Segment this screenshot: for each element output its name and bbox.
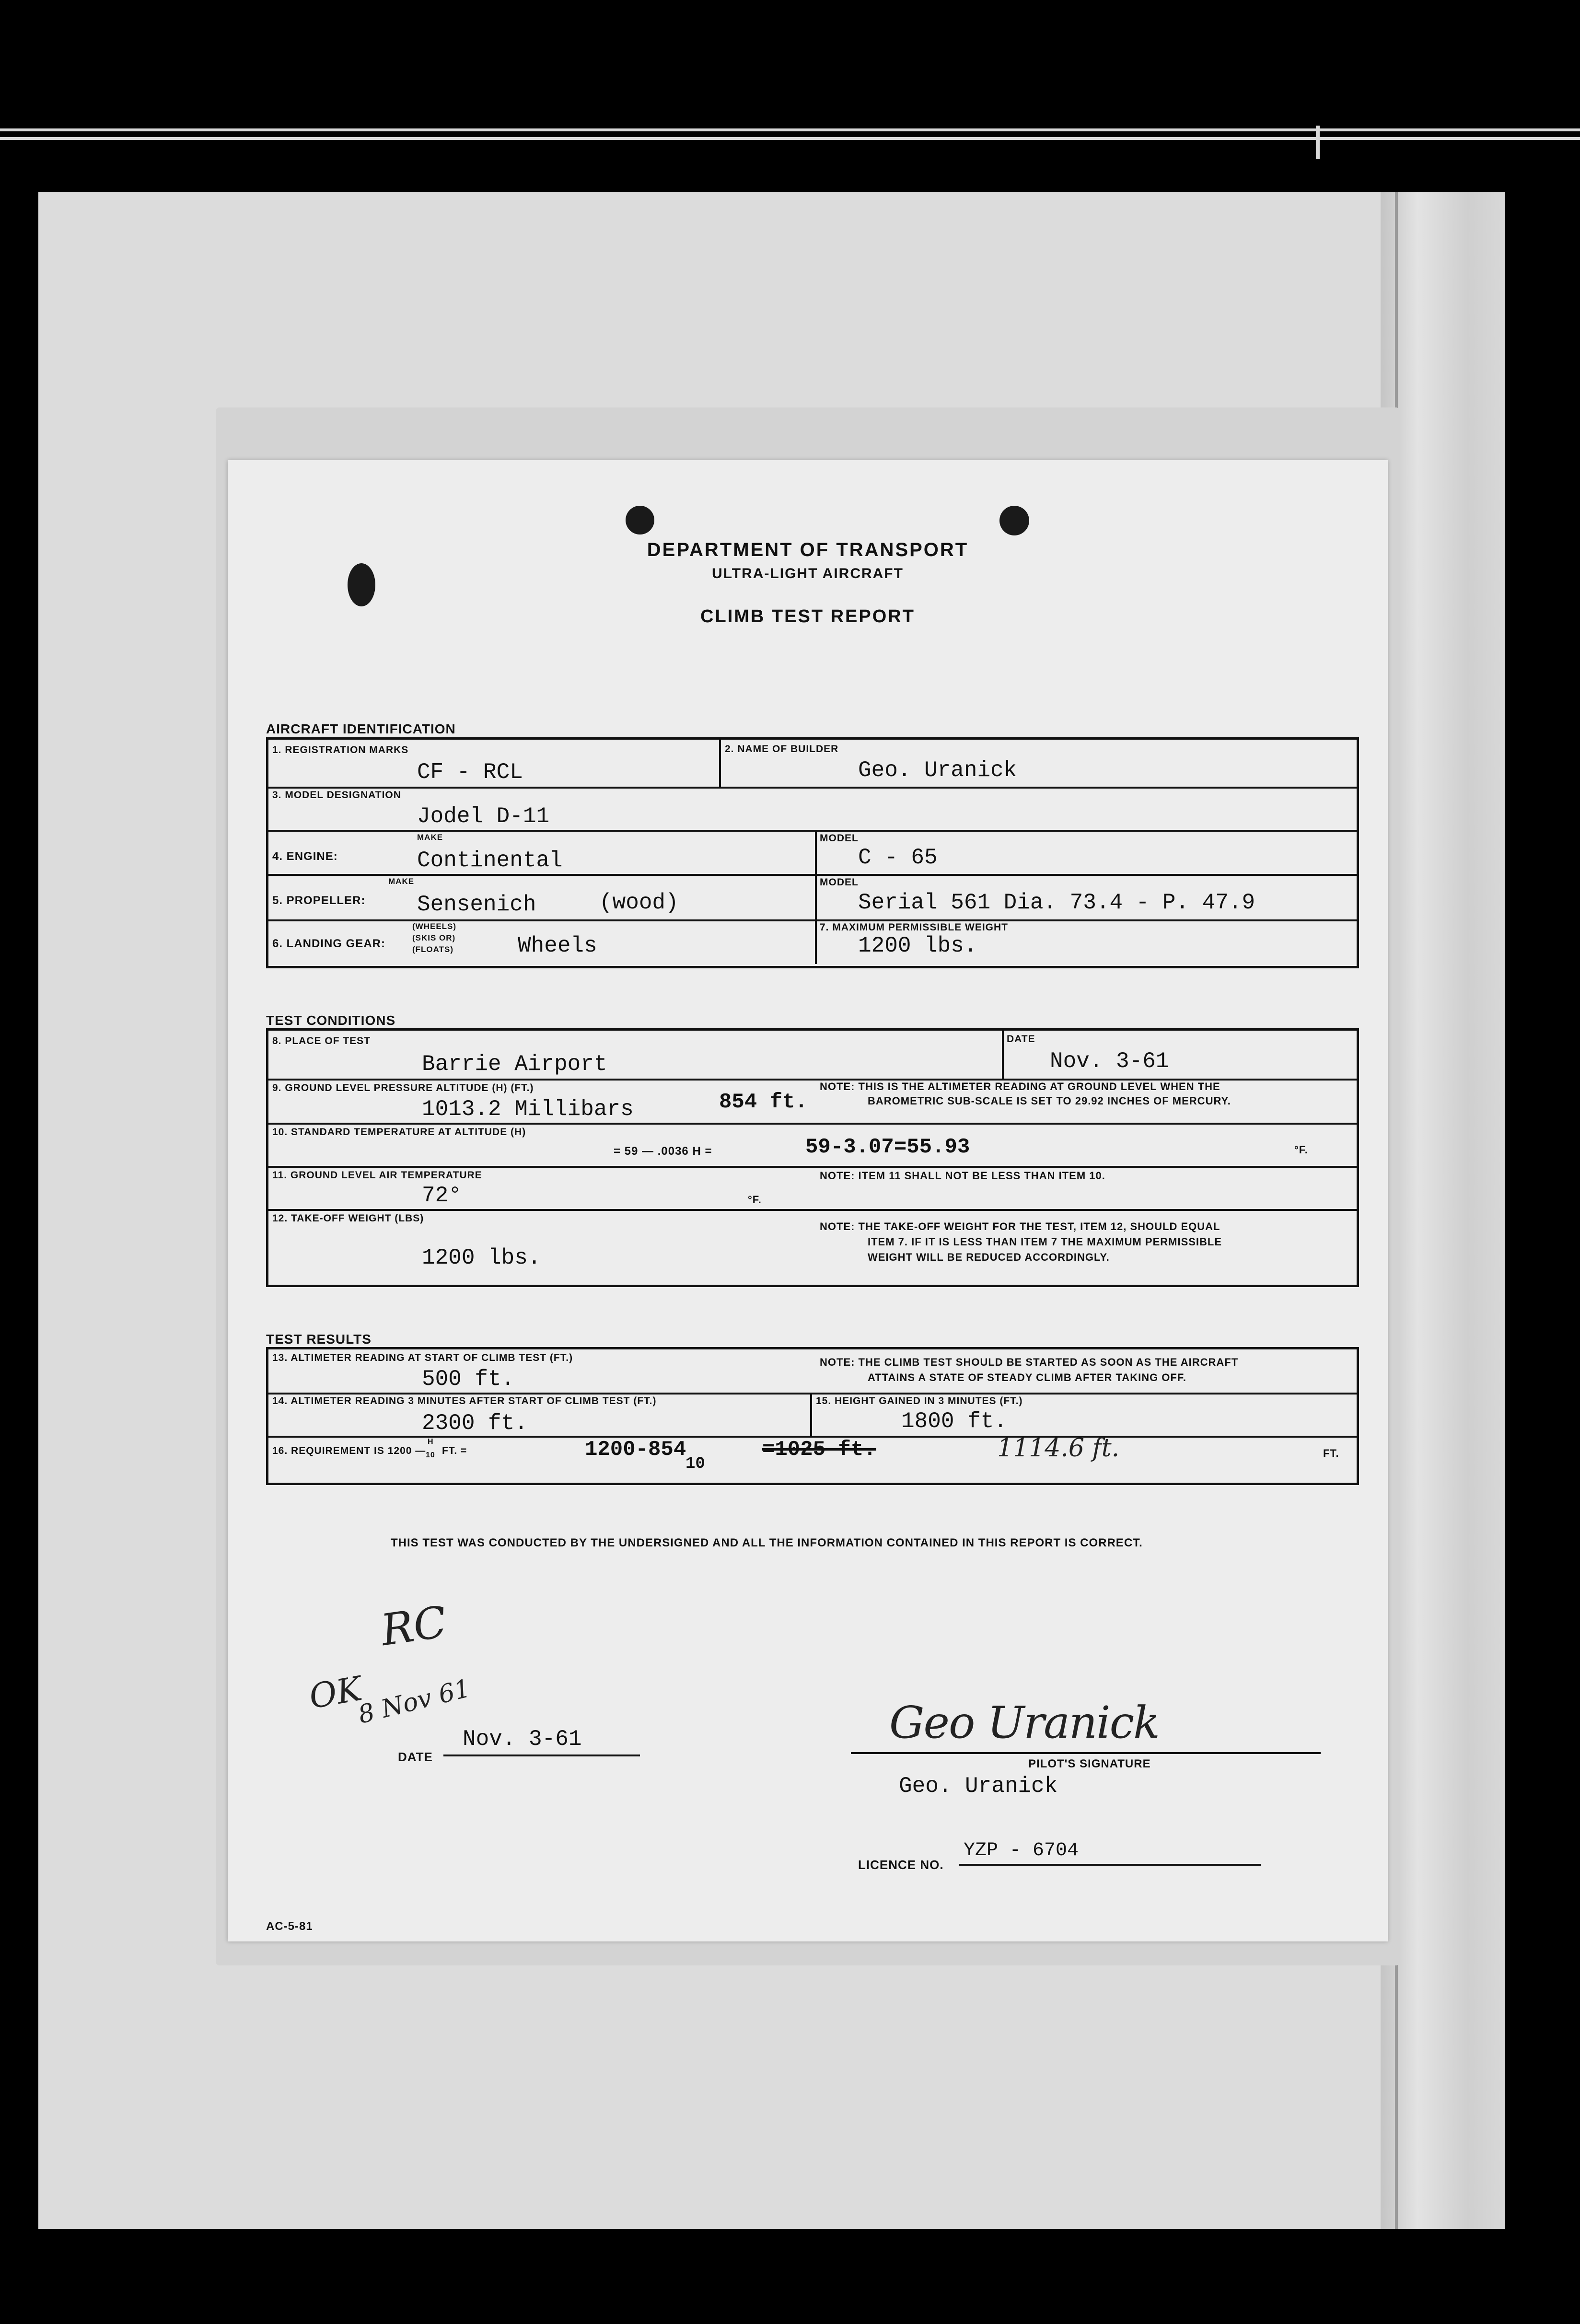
punch-hole bbox=[999, 506, 1029, 535]
signature-line bbox=[851, 1752, 1321, 1754]
label-builder: 2. NAME OF BUILDER bbox=[725, 744, 839, 755]
note-takeoff-weight-2: ITEM 7. IF IT IS LESS THAN ITEM 7 THE MAXIMUM PERMISSIBLE bbox=[868, 1236, 1222, 1248]
value-builder: Geo. Uranick bbox=[858, 758, 1017, 783]
value-pressure-altitude: 1013.2 Millibars bbox=[422, 1097, 634, 1122]
licence-underline bbox=[959, 1864, 1261, 1866]
note-takeoff-weight-1: NOTE: THE TAKE-OFF WEIGHT FOR THE TEST, ITEM 12, SHOULD EQUAL bbox=[820, 1220, 1220, 1232]
label-air-temperature: 11. GROUND LEVEL AIR TEMPERATURE bbox=[272, 1170, 482, 1181]
label-height-gained: 15. HEIGHT GAINED IN 3 MINUTES (FT.) bbox=[816, 1395, 1023, 1406]
option-skis: (SKIS OR) bbox=[412, 933, 456, 942]
label-pressure-altitude: 9. GROUND LEVEL PRESSURE ALTITUDE (H) (FT.) bbox=[272, 1082, 534, 1093]
label-licence: LICENCE NO. bbox=[858, 1858, 944, 1872]
value-altimeter-start: 500 ft. bbox=[422, 1367, 515, 1392]
label-place-of-test: 8. PLACE OF TEST bbox=[272, 1035, 371, 1046]
section-heading-results: TEST RESULTS bbox=[266, 1332, 372, 1347]
label-engine-model: MODEL bbox=[820, 833, 859, 844]
value-engine-model: C - 65 bbox=[858, 845, 938, 870]
test-results-box bbox=[266, 1347, 1359, 1485]
unit-requirement: FT. bbox=[1323, 1447, 1339, 1459]
value-requirement-divisor: 10 bbox=[685, 1455, 705, 1473]
value-model-designation: Jodel D-11 bbox=[417, 804, 550, 829]
note-takeoff-weight-3: WEIGHT WILL BE REDUCED ACCORDINGLY. bbox=[868, 1251, 1110, 1263]
value-licence: YZP - 6704 bbox=[964, 1840, 1079, 1861]
label-propeller-model: MODEL bbox=[820, 877, 859, 888]
department-title: DEPARTMENT OF TRANSPORT bbox=[647, 539, 969, 560]
value-landing-gear: Wheels bbox=[518, 933, 597, 958]
value-requirement-struck: =1025 ft. bbox=[762, 1438, 876, 1462]
value-standard-temperature: 59-3.07=55.93 bbox=[805, 1135, 970, 1159]
aircraft-identification-box bbox=[266, 737, 1359, 968]
film-border-top-inner bbox=[0, 137, 1580, 140]
label-standard-temperature: 10. STANDARD TEMPERATURE AT ALTITUDE (H) bbox=[272, 1127, 526, 1138]
approval-ok: OK bbox=[306, 1669, 365, 1717]
label-pilot-signature: PILOT'S SIGNATURE bbox=[1028, 1757, 1151, 1770]
value-air-temperature: 72° bbox=[422, 1183, 462, 1208]
form-code: AC-5-81 bbox=[266, 1920, 313, 1933]
note-climb-start-2: ATTAINS A STATE OF STEADY CLIMB AFTER TAKING OFF. bbox=[868, 1371, 1186, 1383]
label-max-weight: 7. MAXIMUM PERMISSIBLE WEIGHT bbox=[820, 922, 1009, 933]
test-conditions-box bbox=[266, 1028, 1359, 1287]
label-test-date: DATE bbox=[1007, 1034, 1035, 1045]
value-requirement-calc: 1200-854 bbox=[585, 1438, 686, 1462]
label-requirement: 16. REQUIREMENT IS 1200 — bbox=[272, 1445, 426, 1456]
value-registration: CF - RCL bbox=[417, 760, 523, 785]
value-height-gained: 1800 ft. bbox=[901, 1409, 1007, 1434]
option-wheels: (WHEELS) bbox=[412, 922, 457, 931]
punch-hole bbox=[626, 506, 654, 535]
value-place-of-test: Barrie Airport bbox=[422, 1052, 607, 1077]
value-propeller-material: (wood) bbox=[599, 890, 679, 915]
approval-initials: RC bbox=[378, 1597, 450, 1656]
label-requirement-end: FT. = bbox=[442, 1445, 467, 1456]
value-date: Nov. 3-61 bbox=[463, 1727, 582, 1752]
date-underline bbox=[443, 1755, 640, 1756]
formula-standard-temperature: = 59 — .0036 H = bbox=[614, 1145, 712, 1158]
label-engine-make: MAKE bbox=[417, 833, 443, 842]
label-registration: 1. REGISTRATION MARKS bbox=[272, 744, 409, 755]
requirement-fraction-numerator: H bbox=[428, 1438, 434, 1446]
label-altimeter-3min: 14. ALTIMETER READING 3 MINUTES AFTER START OF CLIMB TEST (FT.) bbox=[272, 1395, 657, 1406]
value-propeller-make: Sensenich bbox=[417, 892, 536, 917]
pilot-signature: Geo Uranick bbox=[889, 1697, 1159, 1748]
label-date: DATE bbox=[398, 1750, 433, 1764]
value-takeoff-weight: 1200 lbs. bbox=[422, 1245, 541, 1270]
label-takeoff-weight: 12. TAKE-OFF WEIGHT (LBS) bbox=[272, 1213, 424, 1224]
section-heading-aircraft: AIRCRAFT IDENTIFICATION bbox=[266, 721, 456, 736]
label-propeller-make: MAKE bbox=[388, 877, 415, 886]
label-model-designation: 3. MODEL DESIGNATION bbox=[272, 790, 401, 801]
label-altimeter-start: 13. ALTIMETER READING AT START OF CLIMB TEST (FT.) bbox=[272, 1352, 573, 1363]
value-max-weight: 1200 lbs. bbox=[858, 933, 977, 958]
unit-air-temperature: °F. bbox=[748, 1194, 762, 1206]
note-air-temperature: NOTE: ITEM 11 SHALL NOT BE LESS THAN ITEM 10. bbox=[820, 1170, 1105, 1182]
value-propeller-model: Serial 561 Dia. 73.4 - P. 47.9 bbox=[858, 890, 1255, 915]
label-propeller: 5. PROPELLER: bbox=[272, 894, 366, 907]
value-pilot-name: Geo. Uranick bbox=[899, 1774, 1058, 1799]
requirement-fraction-denominator: 10 bbox=[426, 1451, 435, 1459]
certification-statement: THIS TEST WAS CONDUCTED BY THE UNDERSIGNED AND ALL THE INFORMATION CONTAINED IN THIS REPORT IS CORRECT. bbox=[391, 1536, 1143, 1549]
note-climb-start-1: NOTE: THE CLIMB TEST SHOULD BE STARTED AS SOON AS THE AIRCRAFT bbox=[820, 1356, 1239, 1368]
value-requirement-correction: 1114.6 ft. bbox=[997, 1434, 1120, 1463]
value-test-date: Nov. 3-61 bbox=[1050, 1049, 1169, 1074]
option-floats: (FLOATS) bbox=[412, 945, 454, 954]
approval-date: 8 Nov 61 bbox=[355, 1674, 474, 1730]
value-engine-make: Continental bbox=[417, 848, 563, 873]
note-pressure-altitude-2: BAROMETRIC SUB-SCALE IS SET TO 29.92 INCHES OF MERCURY. bbox=[868, 1095, 1231, 1107]
label-landing-gear: 6. LANDING GEAR: bbox=[272, 937, 386, 950]
unit-standard-temperature: °F. bbox=[1294, 1144, 1308, 1156]
label-engine: 4. ENGINE: bbox=[272, 850, 338, 863]
value-altimeter-3min: 2300 ft. bbox=[422, 1411, 528, 1436]
film-border-top bbox=[0, 128, 1580, 131]
value-pressure-altitude-ft: 854 ft. bbox=[719, 1090, 808, 1114]
frame-mark bbox=[1316, 126, 1320, 159]
section-heading-conditions: TEST CONDITIONS bbox=[266, 1013, 396, 1028]
category-title: ULTRA-LIGHT AIRCRAFT bbox=[712, 566, 904, 581]
climb-test-form bbox=[228, 460, 1388, 1941]
report-title: CLIMB TEST REPORT bbox=[700, 606, 915, 627]
note-pressure-altitude-1: NOTE: THIS IS THE ALTIMETER READING AT GROUND LEVEL WHEN THE bbox=[820, 1081, 1220, 1092]
